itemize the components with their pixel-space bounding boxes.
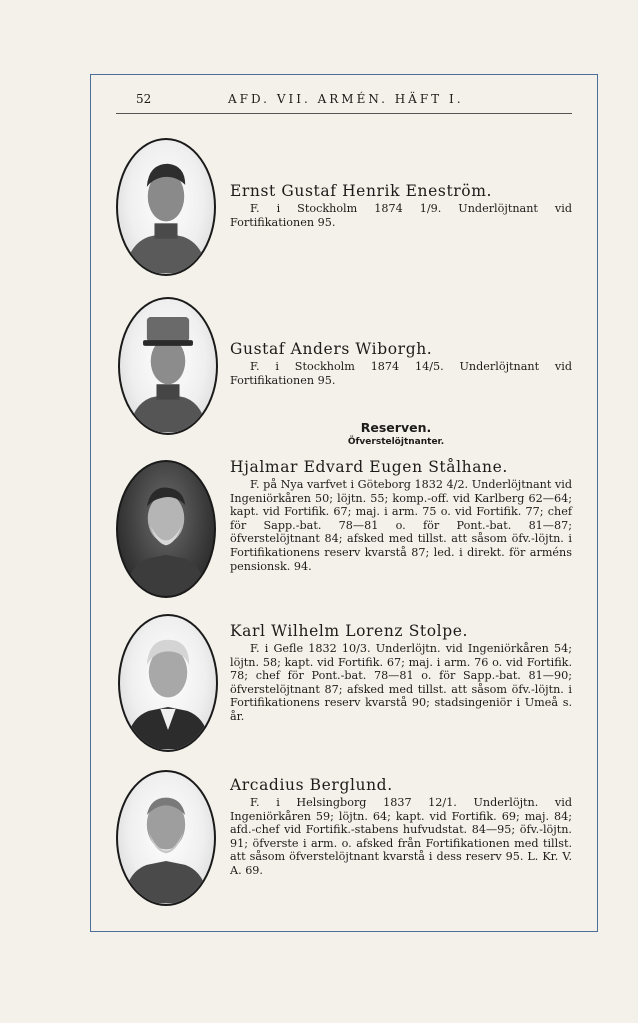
page-number: 52 — [136, 92, 152, 106]
person-bio: F. i Stockholm 1874 14/5. Underlöjtnant vid Fortifikationen 95. — [230, 360, 572, 387]
entry-stolpe — [230, 622, 572, 724]
entry-enestrom — [230, 182, 572, 229]
person-name: Gustaf Anders Wiborgh. — [230, 340, 433, 358]
person-name: Ernst Gustaf Henrik Eneström. — [230, 182, 493, 200]
entry-berglund — [230, 776, 572, 878]
portrait-image — [120, 299, 216, 433]
entry-stalhane — [230, 458, 572, 573]
portrait-wiborgh — [118, 297, 218, 435]
person-name: Hjalmar Edvard Eugen Stålhane. — [230, 458, 508, 476]
person-bio: F. på Nya varfvet i Göteborg 1832 4/2. Underlöjtnant vid Ingeniörkåren 50; löjtn. 55; komp.-off. vid Karlberg 62—64; kapt. vid Fortifik. 67; maj. i arm. 75 o. vid Fortifik. 77; chef för Sapp.-bat. 78—81 o. för Pont.-bat. 81—87; öfverstelöjtnant 84; afsked med tillst. att såsom öfv.-löjtn. i Fortifikationens reserv kvarstå 87; led. i direkt. för arméns pensionsk. 94. — [230, 478, 572, 573]
portrait-image — [118, 140, 214, 274]
running-header — [116, 91, 572, 114]
person-bio: F. i Gefle 1832 10/3. Underlöjtn. vid Ingeniörkåren 54; löjtn. 58; kapt. vid Fortifik. 67; maj. i arm. 76 o. vid Fortifik. 78; chef för Pont.-bat. 78—81 o. för Sapp.-bat. 81—90; öfverstelöjtnant 87; afsked med tillst. att såsom öfv.-löjtn. i Fortifikationens reserv kvarstå 90; stadsingeniör i Umeå s. år. — [230, 642, 572, 723]
portrait-enestrom — [116, 138, 216, 276]
section-subtitle: Öfverstelöjtnanter. — [347, 437, 445, 447]
entry-wiborgh — [230, 340, 572, 387]
portrait-stalhane — [116, 460, 216, 598]
portrait-stolpe — [118, 614, 218, 752]
person-bio: F. i Helsingborg 1837 12/1. Underlöjtn. vid Ingeniörkåren 59; löjtn. 64; kapt. vid Fortifik. 69; maj. 84; afd.-chef vid Fortifik.-stabens hufvudstat. 84—95; öfv.-löjtn. 91; öfverste i arm. o. afsked från Fortifikationen med tillst. att såsom öfverstelöjtnant kvarstå i dess reserv 95. L. Kr. V. A. 69. — [230, 796, 572, 877]
person-name: Arcadius Berglund. — [230, 776, 393, 794]
section-title: Reserven. — [360, 420, 432, 435]
person-bio: F. i Stockholm 1874 1/9. Underlöjtnant vid Fortifikationen 95. — [230, 202, 572, 229]
running-title: AFD. VII. ARMÉN. HÄFT I. — [228, 92, 464, 106]
portrait-berglund — [116, 770, 216, 906]
portrait-image — [118, 772, 214, 904]
person-name: Karl Wilhelm Lorenz Stolpe. — [230, 622, 469, 640]
portrait-image — [120, 616, 216, 750]
portrait-image — [118, 462, 214, 596]
